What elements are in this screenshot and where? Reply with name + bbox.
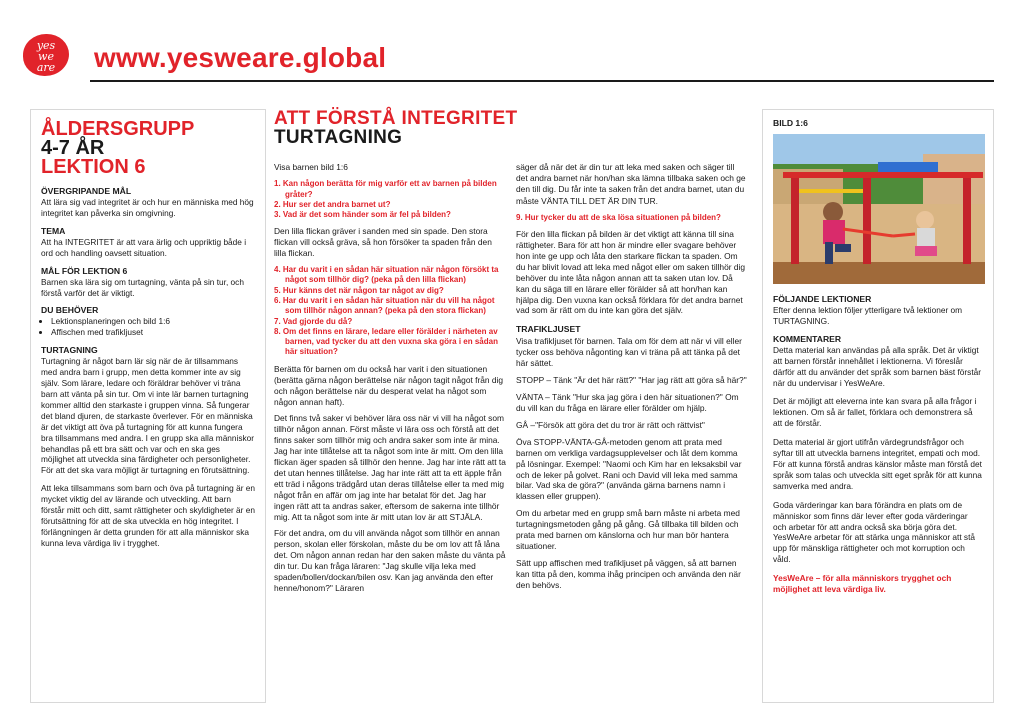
section-heading: ÖVERGRIPANDE MÅL [41, 186, 132, 196]
body-text: Den lilla flickan gräver i sanden med sin spade. Den stora flickan vill också gräva, så hon försöker ta spaden från den lilla flickan. [274, 226, 492, 259]
age-range: 4-7 ÅR [41, 137, 105, 159]
body-text: För den lilla flickan på bilden är det viktigt att känna till sina rättigheter. Bara för att hon är mindre eller svagare behöver hon inte ge upp och låta den starkare flickan ta spaden. Om du har blivit lovad att leka med något eller om saken tillhör dig behöver du inte låta någon annan att ta saken utan lov. Då kan du säga till en lärare eller förälder så att hon/han kan hjälpa dig. Den vuxna kan också förklara för det andra barnet vad som är rätt om du inte kan göra det själv. [516, 229, 746, 316]
intro-text: Visa barnen bild 1:6 [274, 162, 348, 172]
body-text: Sätt upp affischen med trafikljuset på väggen, så att barnen kan titta på den, komma ihåg principen och använda den när den behövs. [516, 557, 741, 590]
turn-taking-text-2: Att leka tillsammans som barn och öva på turtagning är en mycket viktig del av lärande och utveckling. Att barn förstår mitt och ditt, samt rättigheter och skyldigheter är en förutsättning för att de ska utveckla en hög integritet. I förlängningen är detta grunden för att alla människor ska kunna leva värdiga liv i trygghet. [41, 483, 255, 548]
body-text: För det andra, om du vill använda något som tillhör en annan person, skolan eller förskolan, måste du be om lov att få låna det. Om någon annan redan har den saken måste du vänta på din tur. Du kan fråga läraren: "Jag skulle vilja leka med spaden/bollen/dockan/bilen osv. Kan jag använda den efter henne/honom?" Läraren [274, 528, 506, 593]
section-text: Att lära sig vad integritet är och hur en människa med hög integritet kan påverka sin omgivning. [41, 197, 254, 218]
lesson-column-2 [516, 162, 748, 591]
tagline: YesWeAre – för alla människors trygghet och möjlighet att leva värdiga liv. [773, 573, 952, 595]
needs-item: • Lektionsplaneringen och bild 1:6 [51, 316, 255, 327]
comments-panel [762, 109, 994, 703]
question-item: 9. Hur tycker du att de ska lösa situationen på bilden? [516, 212, 721, 222]
logo-text-are: are [36, 61, 56, 74]
body-text: säger då när det är din tur att leka med saken och säger till det andra barnet när hon/han ska lämna tillbaka saken och ge den till dig. Du får inte ta saken från det andra barnet, utan du måste VÄNTA TILL DET ÄR DIN TUR. [516, 162, 746, 206]
question-item: 6. Har du varit i en sådan här situation när du vill ha något som tillhör någon annan? (peka på den stora flickan) [274, 296, 495, 316]
question-item: 5. Hur känns det när någon tar något av dig? [274, 285, 444, 295]
comments-heading: KOMMENTARER [773, 333, 842, 344]
lesson-number: LEKTION 6 [41, 156, 146, 178]
lesson-column-1 [274, 162, 506, 594]
question-item: 7. Vad gjorde du då? [274, 316, 353, 326]
question-item: 2. Hur ser det andra barnet ut? [274, 199, 391, 209]
turn-taking-text: Turtagning är något barn lär sig när de är tillsammans med andra barn i grupp, men detta kommer inte av sig själv. Som lärare, ledare och föräldrar behöver vi träna barn att vänta på sin tur. Om vi inte lär barnen turtagning kommer alltid den starkaste i gruppen vinna. Så fungerar det bland djuren, de starkaste överlever. För en människa är det viktigt att öva på turtagning för att kunna fungera bra tillsammans med andra. I en grupp ska alla människor behandlas på ett bra sätt och var och en ska ges möjlighet att utveckla sina färdigheter och personligheter. För att det ska vara möjligt är turtagning en förutsättning. [41, 356, 255, 476]
comment-text: Det är möjligt att eleverna inte kan svara på alla frågor i lektionen. Om så är fallet, förklara och demonstrera så att de förstår. [773, 396, 977, 429]
logo-text-we: we [38, 50, 54, 63]
traffic-light-heading: TRAFIKLJUSET [516, 324, 581, 335]
stop-text: STOPP – Tänk "Är det här rätt?" "Har jag rätt att göra så här?" [516, 375, 747, 386]
body-text: Det finns två saker vi behöver lära oss när vi vill ha något som tillhör någon annan. Först måste vi lära oss och förstå att det finns saker som tillhör mig och andra saker som inte är mina. Jag har inte tillåtelse att ta något som inte är mitt. Om den lilla flickan äger spaden så tillhör den henne. Jag har inte rätt att ta det utan hennes tillåtelse. Jag har inte rätt att ta ett äpple från ett träd i någons trädgård utan deras tillåtelse eller ta med mig något från en affär om jag inte har betalat för det. Jag har ingen rätt att ta andras saker, eftersom de sakerna inte tillhör mig. Att ta något som inte är mitt utan lov är att STJÄLA. [274, 413, 506, 522]
section-text: Barnen ska lära sig om turtagning, vänta på sin tur, och förstå varför det är viktigt. [41, 276, 244, 298]
image-label: BILD 1:6 [773, 118, 808, 128]
comment-text: Detta material är gjort utifrån värdegrundsfrågor och syftar till att utveckla barnens integritet, empati och mod. För att kunna förstå andras känslor måste man förstå det språk som talas och utveckla sitt eget språk för att kunna samverka med andra. [773, 437, 982, 491]
page-subtitle: TURTAGNING [274, 127, 403, 148]
body-text: Om du arbetar med en grupp små barn måste ni arbeta med turtagningsmetoden gång på gång. Gå tillbaka till bilden och prata med barnen om känslorna och hur man bör hantera situationer. [516, 508, 740, 551]
body-text: Visa trafikljuset för barnen. Tala om för dem att när vi vill eller tycker oss behöva någonting kan vi träna på att tänka på det här sättet. [516, 335, 742, 368]
body-text: Öva STOPP-VÄNTA-GÅ-metoden genom att prata med barnen om verkliga vardagsupplevelser och låt dem komma på lösningar. Exempel: "Naomi och Kim har en leksaksbil var och de leker på golvet. Rani och David vill leka med samma bilar. Vad ska de göra?" (använda gärna barnens namn i klassen eller gruppen). [516, 436, 742, 502]
question-list [274, 265, 506, 358]
section-heading: TEMA [41, 225, 66, 236]
comment-text: Goda värderingar kan bara förändra en plats om de människor som finns där lever efter goda värderingar och arbetar för att andra också ska börja göra det. YesWeAre arbetar för att stärka unga människor att stå upp för mänskliga rättigheter och mot korruption och våld. [773, 499, 975, 565]
question-list [274, 179, 506, 220]
next-lessons-text: Efter denna lektion följer ytterligare två lektioner om TURTAGNING. [773, 305, 963, 326]
question-item: 3. Vad är det som händer som är fel på bilden? [274, 210, 451, 220]
question-list [516, 213, 748, 223]
page-title: ATT FÖRSTÅ INTEGRITET [274, 108, 518, 129]
sandbox-illustration [773, 134, 985, 284]
section-text: Att ha INTEGRITET är att vara ärlig och uppriktig både i ord och handling oavsett situation. [41, 236, 247, 258]
logo-text-yes: yes [36, 39, 56, 52]
section-heading: MÅL FÖR LEKTION 6 [41, 265, 128, 276]
next-lessons-heading: FÖLJANDE LEKTIONER [773, 294, 872, 304]
yesweare-logo[interactable] [23, 34, 69, 76]
needs-heading: DU BEHÖVER [41, 305, 99, 316]
comment-text: Detta material kan användas på alla språk. Det är viktigt att barnen förstår innehållet i lektionerna. Vi föreslår därför att du använder det språk som barnen bäst förstår när du undervisar i YesWeAre. [773, 344, 981, 388]
playground-photo [773, 134, 985, 284]
needs-list [41, 316, 255, 338]
turn-taking-heading: TURTAGNING [41, 345, 98, 356]
needs-item: • Affischen med trafikljuset [51, 327, 255, 338]
question-item: 4. Har du varit i en sådan här situation när någon försökt ta något som tillhör dig? (peka på den lilla flickan) [274, 265, 499, 285]
question-item: 8. Om det finns en lärare, ledare eller förälder i närheten av barnen, vad tycker du att den vuxna ska göra i en sådan här situation? [274, 326, 498, 357]
go-text: GÅ –"Försök att göra det du tror är rätt och rättvist" [516, 419, 705, 430]
age-group-label: ÅLDERSGRUPP [41, 118, 195, 140]
body-text: Berätta för barnen om du också har varit i den situationen (berätta gärna någon berättelse när någon tagit något från dig och någon berättelse när du desperat velat ha något som någon annan haft). [274, 363, 504, 407]
header-divider [90, 80, 994, 82]
wait-text: VÄNTA – Tänk "Hur ska jag göra i den här situationen?" Om du vill kan du fråga en lärare eller förälder om hjälp. [516, 392, 739, 413]
lesson-info-panel [30, 109, 266, 703]
site-url[interactable]: www.yesweare.global [94, 42, 387, 73]
question-item: 1. Kan någon berätta för mig varför ett av barnen på bilden gråter? [274, 179, 497, 199]
